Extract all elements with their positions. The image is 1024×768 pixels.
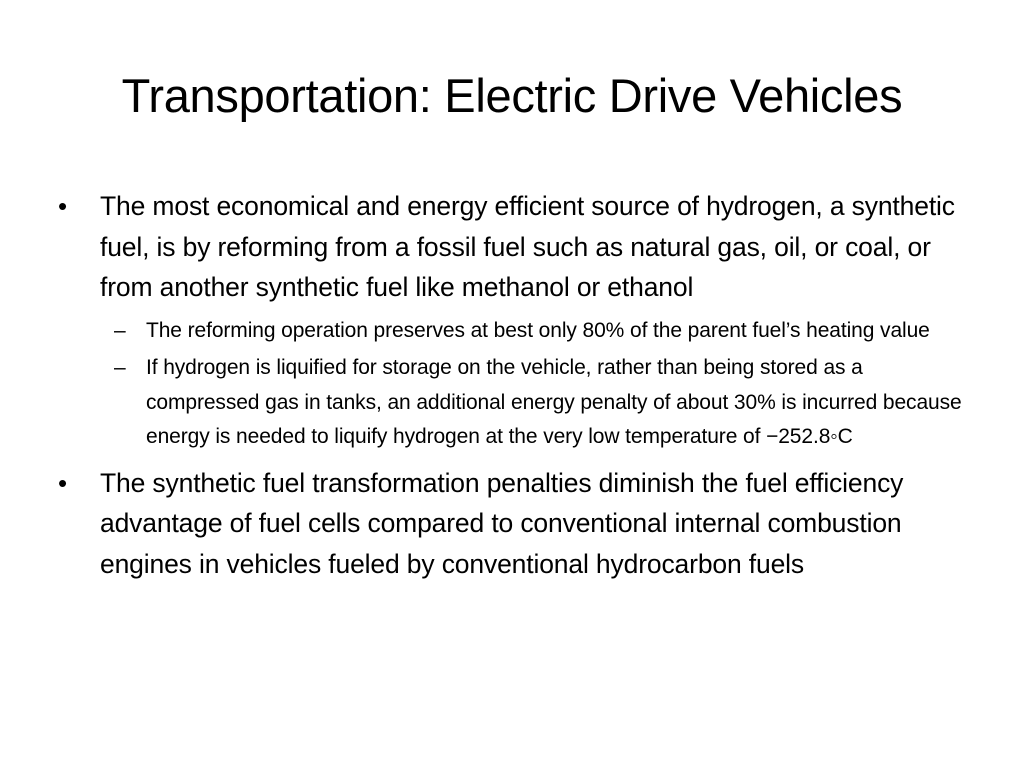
- bullet-text: The synthetic fuel transformation penalties diminish the fuel efficiency advantage of fuel cells compared to conventional internal combustion engines in vehicles fueled by conventional hydrocarbon fuels: [100, 467, 904, 579]
- slide-content: [58, 186, 978, 590]
- sub-bullet-text: If hydrogen is liquified for storage on the vehicle, rather than being stored as a compressed gas in tanks, an additional energy penalty of about 30% is incurred because energy is needed to liquify hydrogen at the very low temperature of −252.8◦C: [146, 356, 962, 448]
- bullet-marker-icon: •: [58, 467, 67, 498]
- bullet-text: The most economical and energy efficient source of hydrogen, a synthetic fuel, is by reforming from a fossil fuel such as natural gas, oil, or coal, or from another synthetic fuel like methanol or ethanol: [100, 191, 955, 302]
- bullet-marker-icon: •: [58, 191, 67, 221]
- dash-marker-icon: –: [114, 318, 126, 342]
- sub-bullet-text: The reforming operation preserves at best only 80% of the parent fuel’s heating value: [146, 318, 930, 342]
- slide-title: Transportation: Electric Drive Vehicles: [121, 69, 903, 122]
- sub-bullet-item: [58, 314, 978, 349]
- dash-marker-icon: –: [114, 356, 126, 379]
- bullet-item: [58, 186, 978, 308]
- sub-bullet-list: [58, 314, 978, 455]
- sub-bullet-item: [58, 351, 978, 455]
- bullet-item: [58, 463, 978, 585]
